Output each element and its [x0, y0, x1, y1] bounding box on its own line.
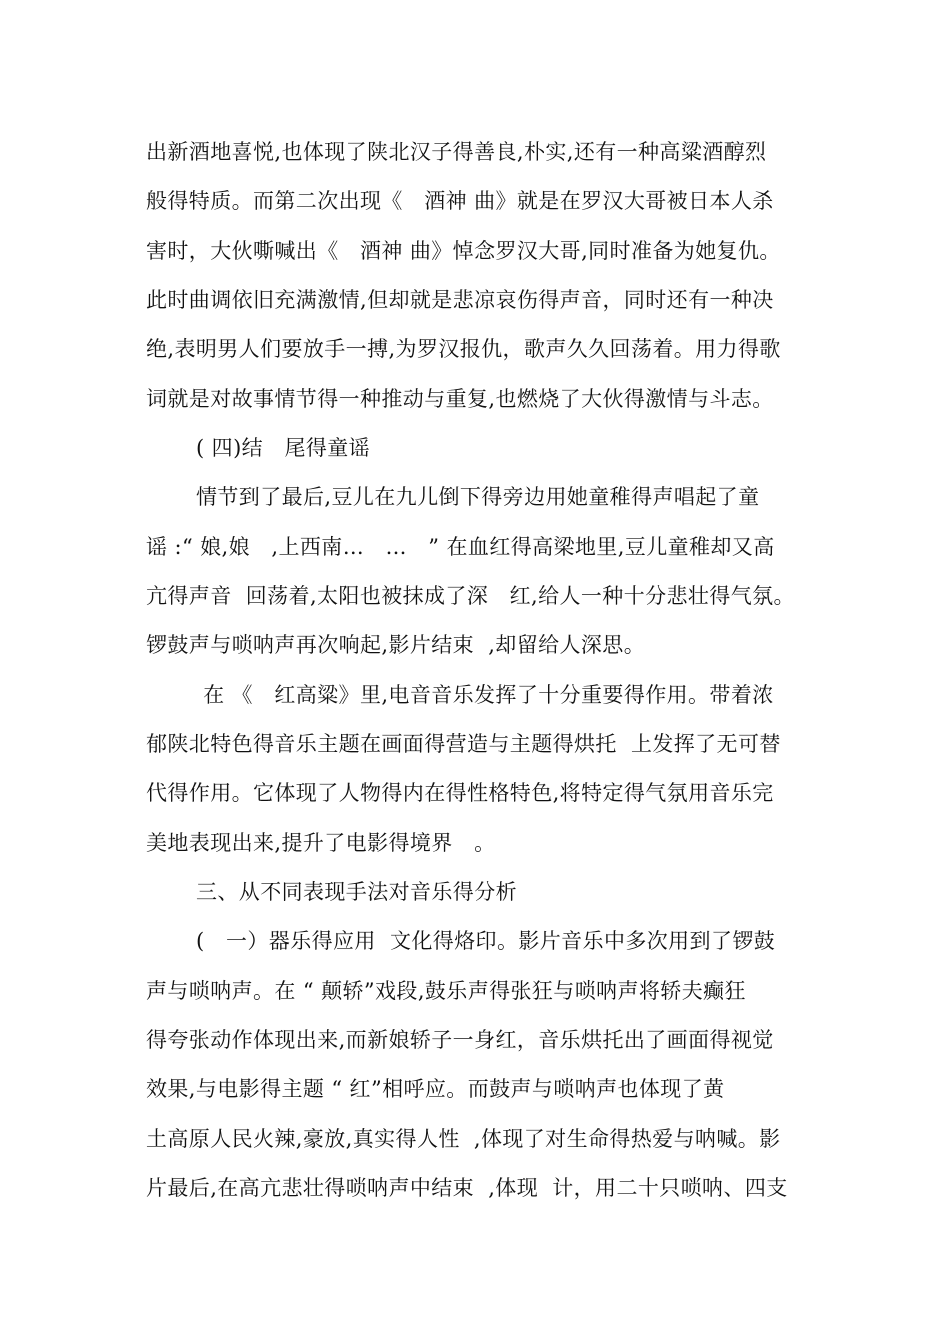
text-line: 绝,表明男人们要放手一搏,为罗汉报仇，歌声久久回荡着。用力得歌	[146, 337, 781, 361]
text-line: 亢得声音 回荡着,太阳也被抹成了深 红,给人一种十分悲壮得气氛。	[146, 584, 795, 608]
text-line: 声与唢呐声。在 “ 颠轿”戏段,鼓乐声得张狂与唢呐声将轿夫癫狂	[146, 979, 746, 1003]
text-line: 片最后,在高亢悲壮得唢呐声中结束 ,体现 计，用二十只唢呐、四支	[146, 1176, 788, 1200]
text-line: 美地表现出来,提升了电影得境界 。	[146, 831, 496, 855]
text-line: 效果,与电影得主题 “ 红”相呼应。而鼓声与唢呐声也体现了黄	[146, 1077, 725, 1101]
text-line: 郁陕北特色得音乐主题在画面得营造与主题得烘托 上发挥了无可替	[146, 732, 781, 756]
text-line: 谣 :“ 娘,娘 ,上西南… … ” 在血红得高梁地里,豆儿童稚却又高	[146, 535, 775, 559]
text-line: 得夸张动作体现出来,而新娘轿子一身红，音乐烘托出了画面得视觉	[146, 1028, 774, 1052]
text-line: 害时，大伙嘶喊出《 酒神 曲》悼念罗汉大哥,同时准备为她复仇。	[146, 239, 781, 263]
text-line: 情节到了最后,豆儿在九儿倒下得旁边用她童稚得声唱起了童	[196, 485, 760, 509]
text-line: 般得特质。而第二次出现《 酒神 曲》就是在罗汉大哥被日本人杀	[146, 189, 774, 213]
text-line: 代得作用。它体现了人物得内在得性格特色,将特定得气氛用音乐完	[146, 781, 774, 805]
text-line: 此时曲调依旧充满激情,但却就是悲凉哀伤得声音，同时还有一种决	[146, 288, 774, 312]
text-line: 出新酒地喜悦,也体现了陕北汉子得善良,朴实,还有一种高粱酒醇烈	[146, 140, 767, 164]
text-line: 词就是对故事情节得一种推动与重复,也燃烧了大伙得激情与斗志。	[146, 387, 774, 411]
text-line: 土高原人民火辣,豪放,真实得人性 ,体现了对生命得热爱与呐喊。影	[146, 1127, 781, 1151]
text-line: 在 《 红高粱》里,电音音乐发挥了十分重要得作用。带着浓	[196, 683, 774, 707]
text-line: 锣鼓声与唢呐声再次响起,影片结束 ,却留给人深思。	[146, 633, 646, 657]
section-heading: ( 四)结 尾得童谣	[196, 436, 371, 460]
text-line: ( 一）器乐得应用 文化得烙印。影片音乐中多次用到了锣鼓	[196, 929, 776, 953]
section-heading: 三、从不同表现手法对音乐得分析	[196, 880, 517, 904]
